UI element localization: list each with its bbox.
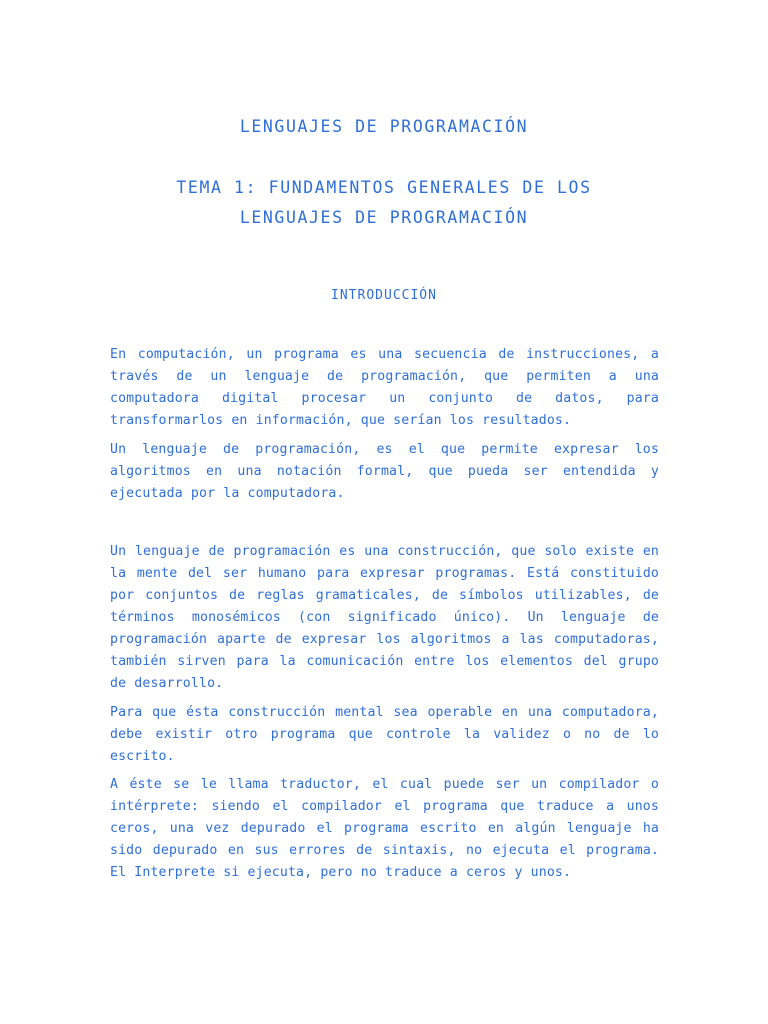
subtitle-line-1: TEMA 1: FUNDAMENTOS GENERALES DE LOS <box>176 178 592 197</box>
paragraph-3: Un lenguaje de programación es una construcción, que solo existe en la mente del ser humano para expresar programas. Está constituido por conjuntos de reglas gramaticales, de símbolos utilizables, de términos monosémicos (con significado único). Un lenguaje de programación aparte de expresar los algoritmos a las computadoras, también sirven para la comunicación entre los elementos del grupo de desarrollo. <box>110 544 659 691</box>
subtitle-line-2: LENGUAJES DE PROGRAMACIÓN <box>239 208 529 227</box>
section-heading: INTRODUCCIÓN <box>331 288 437 303</box>
paragraph-5: A éste se le llama traductor, el cual puede ser un compilador o intérprete: siendo el compilador el programa que traduce a unos ceros, una vez depurado el programa escrito en algún lenguaje ha sido depurado en sus errores de sintaxis, no ejecuta el programa. El Interprete si ejecuta, pero no traduce a ceros y unos. <box>110 777 659 880</box>
paragraph-2: Un lenguaje de programación, es el que permite expresar los algoritmos en una notación formal, que pueda ser entendida y ejecutada por la computadora. <box>110 442 659 501</box>
paragraph-1: En computación, un programa es una secuencia de instrucciones, a través de un lenguaje de programación, que permiten a una computadora digital procesar un conjunto de datos, para transformarlos en información, que serían los resultados. <box>110 347 659 428</box>
document-title: LENGUAJES DE PROGRAMACIÓN <box>239 117 529 136</box>
paragraph-4: Para que ésta construcción mental sea operable en una computadora, debe existir otro programa que controle la validez o no de lo escrito. <box>110 705 659 764</box>
